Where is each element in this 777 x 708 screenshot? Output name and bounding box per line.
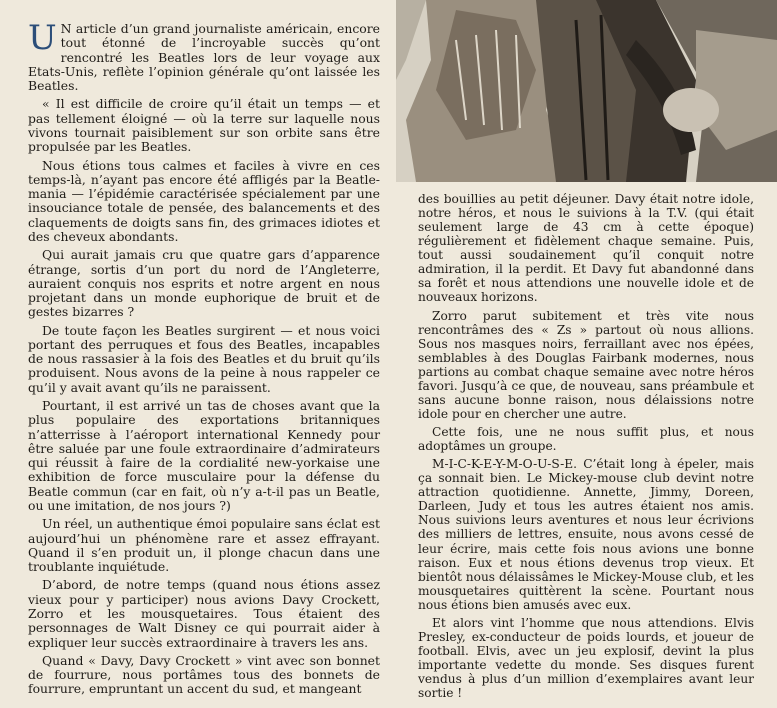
drop-cap: U — [28, 18, 57, 58]
article-photo — [396, 0, 777, 182]
paragraph: des bouillies au petit déjeuner. Davy était notre idole, notre héros, et nous le suivions à la T.V. (qui était seulement large de 43 cm à cette époque) régulièrement et fidèlement chaque semaine. Puis, tout aussi soudainement qu’il conquit notre admiration, il la perdit. Et Davy fut abandonné dans sa forêt et nous attendions une nouvelle idole et de nouveaux horizons. — [418, 192, 754, 305]
paragraph: Nous étions tous calmes et faciles à vivre en ces temps-là, n’ayant pas encore été affligés par la Beatle-mania — l’épidémie caractérisée spécialement par une insouciance totale de pensée, des balancements et des claquements de doigts sans fin, des grimaces idiotes et des cheveux abondants. — [28, 157, 380, 244]
paragraph: U N article d’un grand journaliste américain, encore tout étonné de l’incroyable succès qu’ont rencontré les Beatles lors de leur voyage aux Etats-Unis, reflète l’opinion générale qu’ont laissée les Beatles. — [28, 18, 380, 94]
article-column-right — [418, 192, 754, 704]
paragraph: Pourtant, il est arrivé un tas de choses avant que la plus populaire des exportations britanniques n’atterrisse à l’aéroport international Kennedy pour être saluée par une foule extraordinaire d’admirateurs qui réussit à faire de la cordialité new-yorkaise une exhibition de force musculaire pour la défense du Beatle commun (car en fait, où n’y a-t-il pas un Beatle, ou une imitation, de nos jours ?) — [28, 398, 380, 513]
paragraph: Et alors vint l’homme que nous attendions. Elvis Presley, ex-conducteur de poids lourds, et joueur de football. Elvis, avec un jeu explosif, devint la plus importante vedette du monde. Ses disques furent vendus à plus d’un million d’exemplaires avant leur sortie ! — [418, 615, 754, 701]
article-column-left — [28, 18, 380, 701]
paragraph: « Il est difficile de croire qu’il était un temps — et pas tellement éloigné — où la terre sur laquelle nous vivons tournait paisiblement sur son orbite sans être propulsée par les Beatles. — [28, 96, 380, 155]
paragraph: De toute façon les Beatles surgirent — et nous voici portant des perruques et fous des Beatles, incapables de nous rassasier à la fois des Beatles et du bruit qu’ils produisent. Nous avons de la peine à nous rappeler ce qu’il y avait avant qu’ils ne paraissent. — [28, 322, 380, 395]
paragraph: D’abord, de notre temps (quand nous étions assez vieux pour y participer) nous avions Davy Crockett, Zorro et les mousquetaires. Tous étaient des personnages de Walt Disney ce qui pourrait aider à expliquer leur succès extraordinaire à travers les ans. — [28, 577, 380, 650]
paragraph: Quand « Davy, Davy Crockett » vint avec son bonnet de fourrure, nous portâmes tous des bonnets de fourrure, empruntant un accent du sud, et mangeant — [28, 652, 380, 697]
paragraph: Cette fois, une ne nous suffit plus, et nous adoptâmes un groupe. — [418, 425, 754, 454]
frontier-figure-photo — [396, 0, 777, 182]
paragraph: Qui aurait jamais cru que quatre gars d’apparence étrange, sortis d’un port du nord de l’Angleterre, auraient conquis nos esprits et notre argent en nous projetant dans un monde euphorique de bruit et de gestes bizarres ? — [28, 247, 380, 320]
paragraph: Un réel, un authentique émoi populaire sans éclat est aujourd’hui un phénomène rare et assez effrayant. Quand il s’en produit un, il plonge chacun dans une troublante inquiétude. — [28, 516, 380, 575]
paragraph: Zorro parut subitement et très vite nous rencontrâmes des « Zs » partout où nous allions. Sous nos masques noirs, ferraillant avec nos épées, semblables à des Douglas Fairbank modernes, nous partions au combat chaque semaine avec notre héros favori. Jusqu’à ce que, de nouveau, sans préambule et sans aucune bonne raison, nous délaissions notre idole pour en chercher une autre. — [418, 308, 754, 421]
paragraph: M-I-C-K-E-Y-M-O-U-S-E. C’était long à épeler, mais ça sonnait bien. Le Mickey-mouse club devint notre attraction quotidienne. Annette, Jimmy, Doreen, Darleen, Judy et tous les autres étaient nos amis. Nous suivions leurs aventures et nous leur écrivions des milliers de lettres, ensuite, nous avons cessé de leur écrire, mais cette fois nous avions une bonne raison. Eux et nous étions devenus trop vieux. Et bientôt nous délaissâmes le Mickey-Mouse club, et les mousquetaires quittèrent la scène. Pourtant nous nous étions bien amusés avec eux. — [418, 457, 754, 612]
